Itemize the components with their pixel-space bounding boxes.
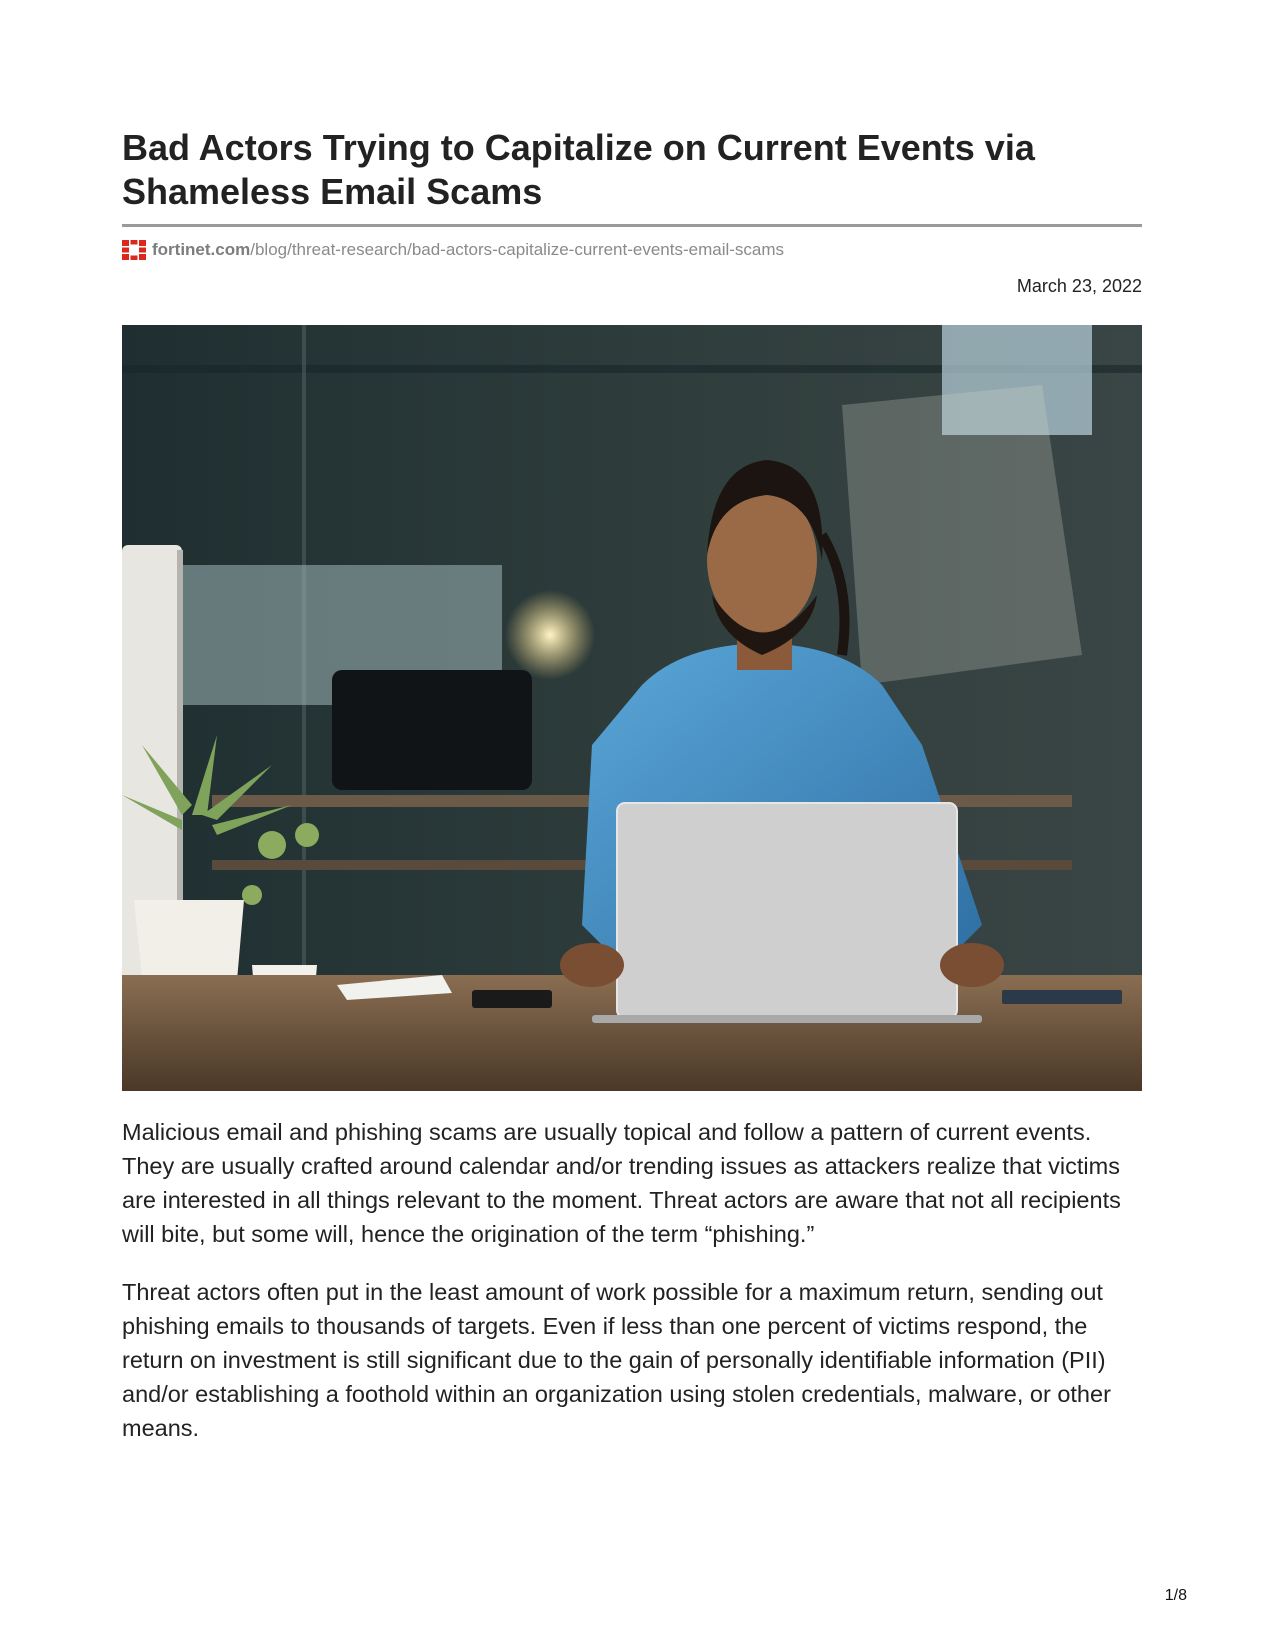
fortinet-logo-icon [122,240,146,260]
paragraph: Malicious email and phishing scams are usually topical and follow a pattern of current events. They are usually crafted around calendar and/or trending issues as attackers realize that victims are interested in all things relevant to the moment. Threat actors are aware that not all recipients will bite, but some will, hence the origination of the term “phishing.” [122,1119,1121,1247]
publish-date: March 23, 2022 [1016,276,1142,296]
source-link[interactable] [122,238,784,262]
source-domain[interactable]: fortinet.com [152,240,251,259]
article-title: Bad Actors Trying to Capitalize on Current Events via Shameless Email Scams [122,127,1035,212]
source-path[interactable]: /blog/threat-research/bad-actors-capitalize-current-events-email-scams [250,240,785,259]
article-body [122,1115,1142,1469]
page-number: 1/8 [1164,1587,1187,1604]
paragraph: Threat actors often put in the least amount of work possible for a maximum return, sending out phishing emails to thousands of targets. Even if less than one percent of victims respond, the return on investment is still significant due to the gain of personally identifiable information (PII) and/or establishing a foothold within an organization using stolen credentials, malware, or other means. [122,1279,1111,1441]
hero-image [122,325,1142,1091]
title-divider [122,224,1142,227]
